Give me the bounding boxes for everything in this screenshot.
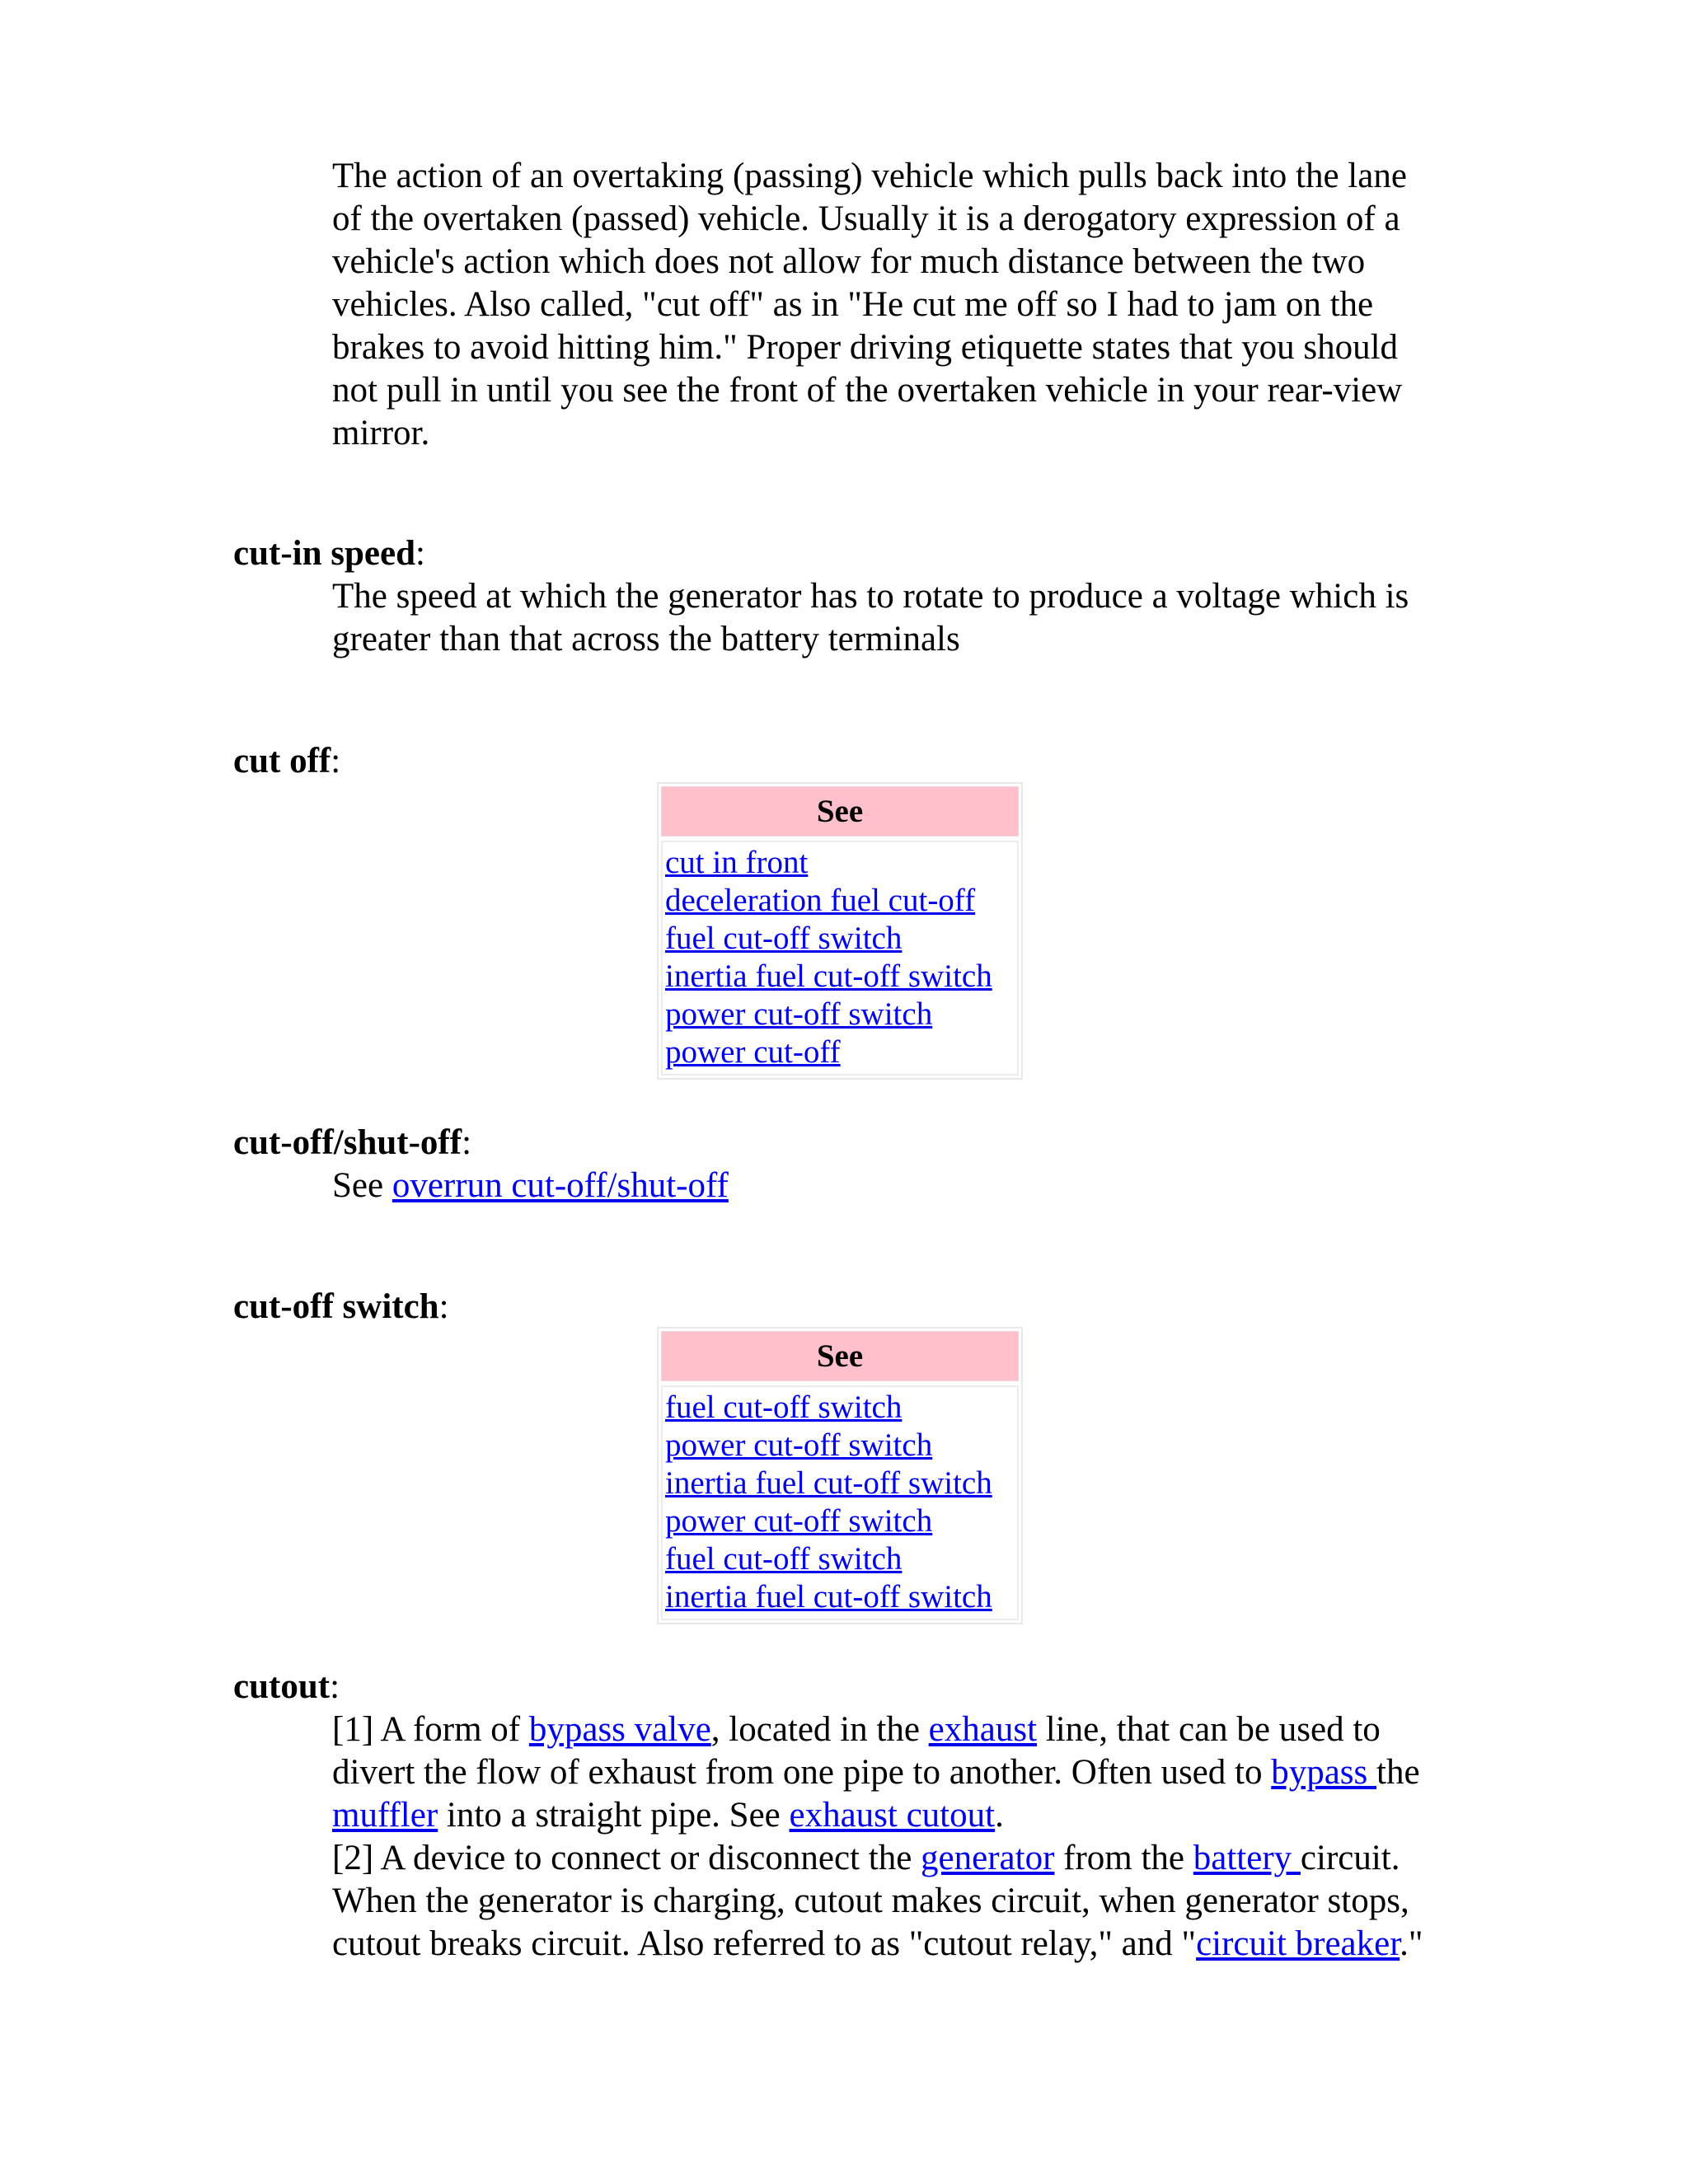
link-exhaust-cutout[interactable]: exhaust cutout [789,1796,996,1835]
term-cut-off-switch [233,1286,449,1329]
cut-in-front-definition: The action of an overtaking (passing) vehicle which pulls back into the lane of the overtaken (passed) vehicle. Usually it is a derogatory expression of a vehicle's action which does not allow for much distance between the two vehicles. Also called, "cut off" as in "He cut me off so I had to jam on the brakes to avoid hitting him." Proper driving etiquette states that you should not pull in until you see the front of the overtaken vehicle in your rear-view mirror. [332,157,1407,452]
see-link-power-cut-off[interactable]: power cut-off [665,1034,841,1070]
text: into a straight pipe. See [438,1796,790,1835]
see-link-inertia-fuel-cut-off-switch[interactable]: inertia fuel cut-off switch [665,958,992,994]
text: [1] A form of [332,1710,529,1749]
link-exhaust[interactable]: exhaust [928,1710,1038,1749]
see-link-power-cut-off-switch[interactable]: power cut-off switch [665,1427,933,1463]
text: . [995,1796,1004,1835]
see-link-deceleration-fuel-cut-off[interactable]: deceleration fuel cut-off [665,883,976,918]
see-link-inertia-fuel-cut-off-switch[interactable]: inertia fuel cut-off switch [665,1465,992,1501]
link-circuit-breaker[interactable]: circuit breaker [1196,1924,1400,1963]
term-cut-off-shut-off [233,1122,471,1165]
see-link-fuel-cut-off-switch[interactable]: fuel cut-off switch [665,1541,903,1577]
text: [2] A device to connect or disconnect the [332,1839,921,1877]
cutout-definition [332,1708,1437,1966]
cut-off-switch-see-table [657,1327,1023,1624]
term-label: cut off [233,742,331,780]
cut-in-speed-definition: The speed at which the generator has to rotate to produce a voltage which is greater than that across the battery terminals [332,577,1409,658]
link-bypass-valve[interactable]: bypass valve [528,1710,711,1749]
link-bypass[interactable]: bypass [1271,1753,1377,1792]
term-colon: : [331,742,341,780]
text: , located in the [710,1710,929,1749]
cut-off-see-table [657,782,1023,1080]
term-label: cut-off switch [233,1287,439,1326]
term-label: cutout [233,1667,331,1706]
cutout-sense-1 [332,1708,1437,1837]
text: line, that can be used to divert the flow of exhaust from one pipe to another. Often used to [332,1710,1381,1792]
see-link-fuel-cut-off-switch[interactable]: fuel cut-off switch [665,921,903,956]
see-link-fuel-cut-off-switch[interactable]: fuel cut-off switch [665,1390,903,1425]
see-link-power-cut-off-switch[interactable]: power cut-off switch [665,1503,933,1539]
term-colon: : [438,1287,449,1326]
cut-off-shut-off-definition [332,1165,1437,1207]
term-cut-in-speed [233,532,425,575]
link-muffler[interactable]: muffler [332,1796,438,1835]
see-link-power-cut-off-switch[interactable]: power cut-off switch [665,996,933,1032]
text: from the [1054,1839,1193,1877]
cutout-sense-2 [332,1837,1437,1966]
term-label: cut-off/shut-off [233,1123,462,1162]
text: ." [1400,1924,1423,1963]
term-colon: : [415,534,425,573]
see-list [661,1385,1019,1620]
see-link-inertia-fuel-cut-off-switch[interactable]: inertia fuel cut-off switch [665,1579,992,1615]
see-header: See [661,786,1019,837]
link-generator[interactable]: generator [921,1839,1055,1877]
see-prefix: See [332,1166,392,1205]
see-link-cut-in-front[interactable]: cut in front [665,845,809,880]
see-list [661,841,1019,1076]
see-header: See [661,1331,1019,1381]
link-overrun-cut-off-shut-off[interactable]: overrun cut-off/shut-off [392,1166,729,1205]
link-battery[interactable]: battery [1193,1839,1301,1877]
term-cut-off [233,740,340,783]
term-cutout [233,1666,340,1708]
term-colon: : [462,1123,472,1162]
term-label: cut-in speed [233,534,415,573]
term-colon: : [330,1667,340,1706]
text: circuit. When the generator is charging, cutout makes circuit, when generator stops, cutout breaks circuit. Also referred to as "cutout relay," and " [332,1839,1409,1963]
text: the [1376,1753,1420,1792]
